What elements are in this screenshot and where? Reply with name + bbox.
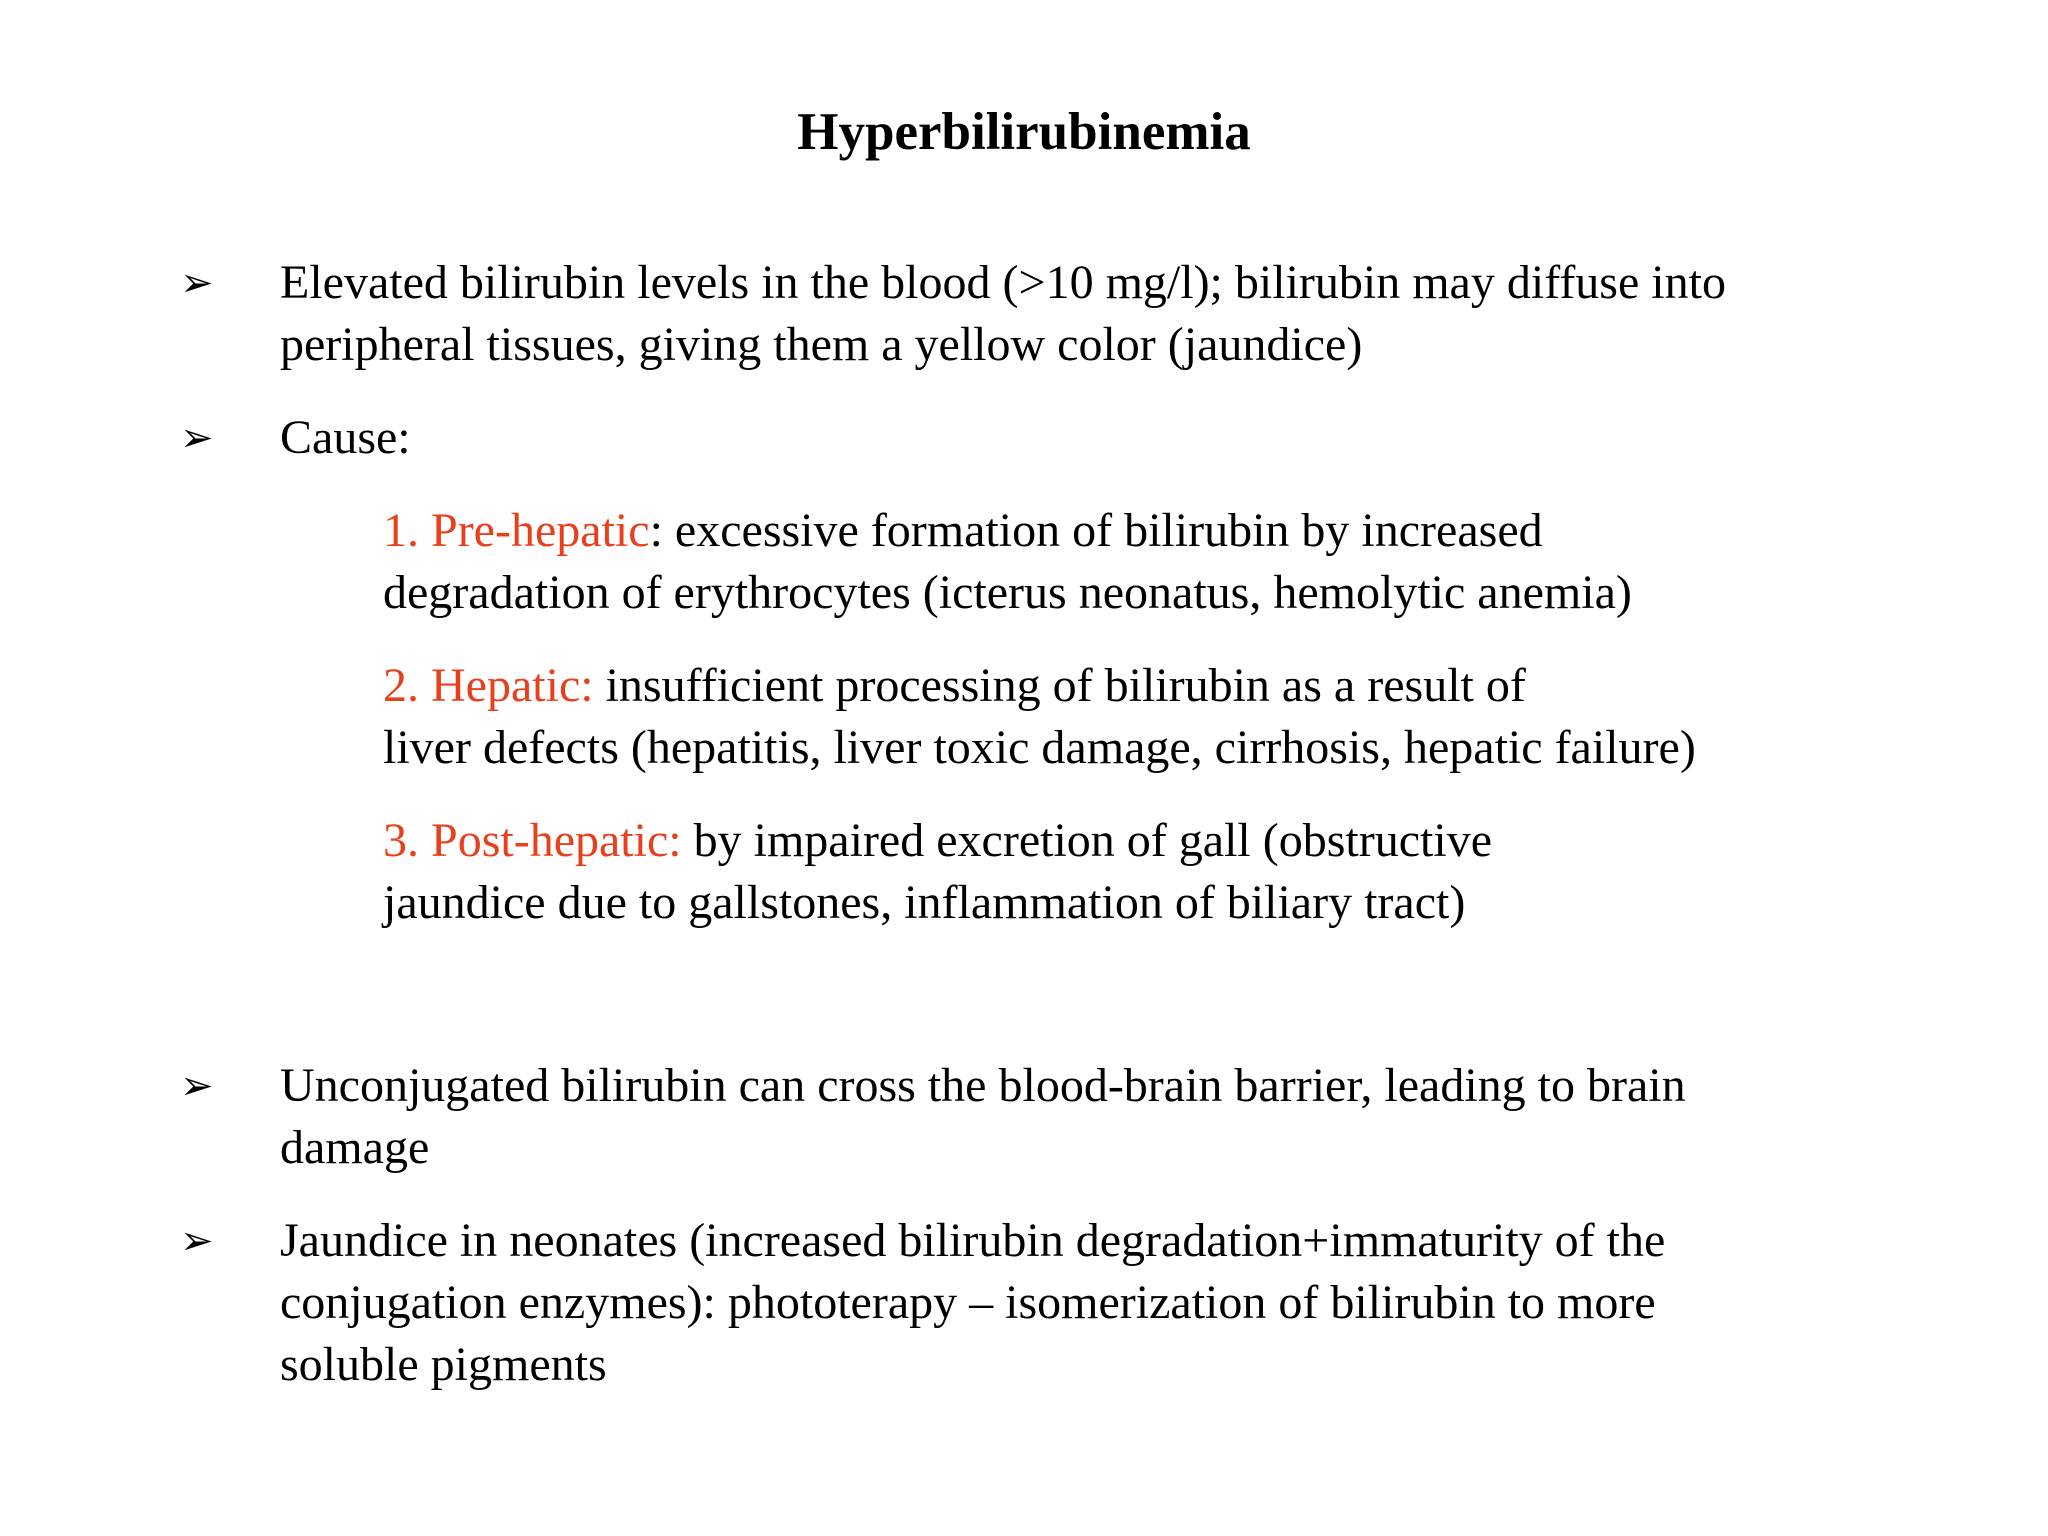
cause-item-post-hepatic xyxy=(383,810,1863,934)
bullet-text: Elevated bilirubin levels in the blood (>10 mg/l); bilirubin may diffuse into peripheral tissues, giving them a yellow color (jaundice) xyxy=(280,256,1726,371)
cause-description: by impaired excretion of gall (obstructive xyxy=(681,814,1493,867)
cause-label: 2. Hepatic: xyxy=(383,659,594,712)
cause-label: 1. Pre-hepatic xyxy=(383,504,650,557)
bullet-text: Cause: xyxy=(280,411,411,464)
cause-item-pre-hepatic xyxy=(383,500,1863,624)
arrowhead-icon: ➢ xyxy=(180,415,214,461)
cause-description-continued: liver defects (hepatitis, liver toxic damage, cirrhosis, hepatic failure) xyxy=(383,721,1696,774)
cause-description-continued: degradation of erythrocytes (icterus neonatus, hemolytic anemia) xyxy=(383,566,1632,619)
bullet-text: Unconjugated bilirubin can cross the blood-brain barrier, leading to brain damage xyxy=(280,1059,1686,1174)
bullet-text: Jaundice in neonates (increased bilirubin degradation+immaturity of the conjugation enzymes): phototerapy – isomerization of bilirubin to more soluble pigments xyxy=(280,1214,1666,1391)
arrowhead-icon: ➢ xyxy=(180,260,214,306)
cause-label: 3. Post-hepatic: xyxy=(383,814,682,867)
arrowhead-icon: ➢ xyxy=(180,1218,214,1264)
arrowhead-icon: ➢ xyxy=(180,1063,214,1109)
cause-description: insufficient processing of bilirubin as a result of xyxy=(593,659,1526,712)
cause-description-continued: jaundice due to gallstones, inflammation of biliary tract) xyxy=(383,876,1466,929)
slide-title: Hyperbilirubinemia xyxy=(797,103,1251,161)
cause-description: : excessive formation of bilirubin by increased xyxy=(649,504,1543,557)
cause-item-hepatic xyxy=(383,655,1863,779)
